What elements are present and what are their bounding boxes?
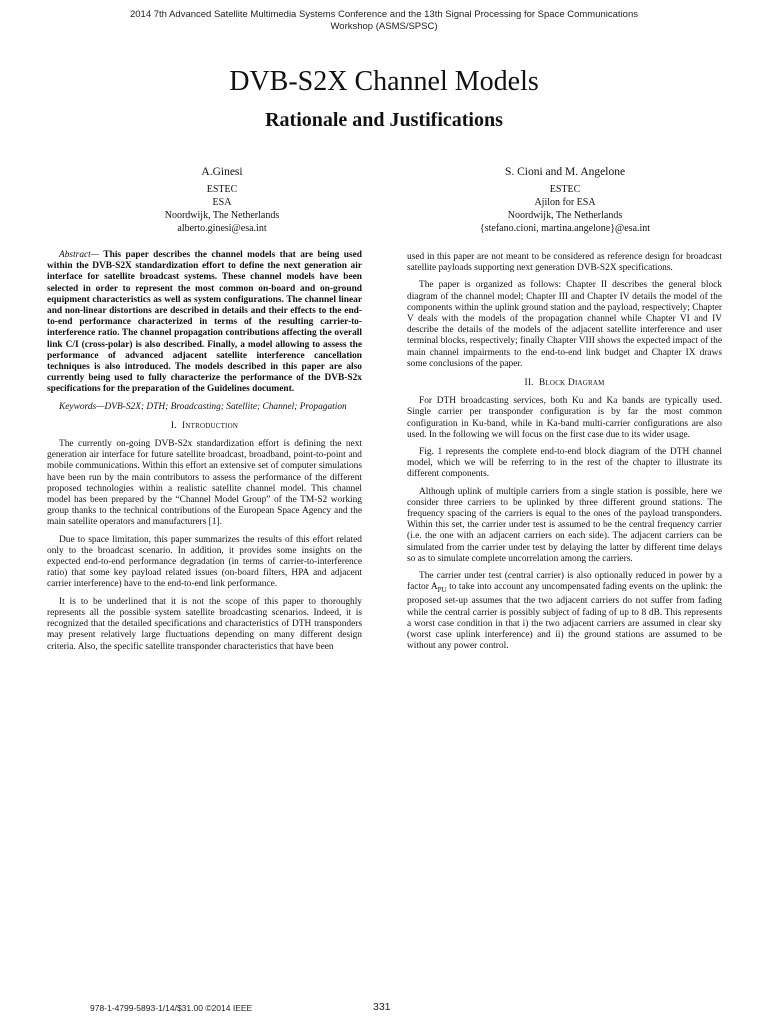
paragraph: For DTH broadcasting services, both Ku and Ka bands are typically used. Single carrier per transponder configuration is by far the most common configuration in Ku-band, while in Ka-band multi-carrier configurations are also used. In the following we will focus on the first case due to its wider usage. xyxy=(407,396,722,440)
paragraph: The carrier under test (central carrier) is also optionally reduced in power by a factor $A_{PU}$ to take into account any uncompensated fading events on the uplink: the proposed set-up assumes that the two adjacent carriers do not suffer from fading while the central carrier is possibly subject of fading of up to 8 dB. This represents a worst case condition in that i) the two adjacent carriers are assumed in clear sky (worst case uplink interference) and ii) the ground stations are assumed to be without any power control. xyxy=(407,571,722,652)
conference-line-2: Workshop (ASMS/SPSC) xyxy=(330,21,438,32)
author-name: A.Ginesi xyxy=(201,166,243,178)
copyright-footer: 978-1-4799-5893-1/14/$31.00 ©2014 IEEE xyxy=(90,1003,253,1013)
abstract xyxy=(47,250,362,396)
conference-header xyxy=(60,9,708,33)
keywords xyxy=(47,402,362,413)
paragraph: Although uplink of multiple carriers from a single station is possible, here we consider three carriers to be uplinked by three different ground stations. The frequency spacing of the carriers is equal to the ones of the payload transponders. Within this set, the carrier under test is assumed to be the central frequency carrier (i.e. the one with an adjacent carriers on each side). The adjacent carriers can be simulated from the carrier under test by delaying the latter by different time delays so as to simulate complete uncorrelation among the carriers. xyxy=(407,486,722,564)
paragraph: Due to space limitation, this paper summarizes the results of this effort related only to the broadcast scenario. In addition, it provides some insights on the expected end-to-end performance degradation (in terms of carrier-to-interference ratio) that some key payload related issues (on-board filters, HPA and adjacent carrier interference) have to the end-to-end link performance. xyxy=(47,534,362,590)
section-title: Block Diagram xyxy=(538,378,605,389)
author-email: {stefano.cioni, martina.angelone}@esa.int xyxy=(479,223,651,234)
author-block-1 xyxy=(102,165,342,235)
abstract-lead: Abstract— xyxy=(59,250,100,260)
right-column xyxy=(407,252,722,658)
paper-title: DVB-S2X Channel Models xyxy=(229,66,539,97)
paragraph: Fig. 1 represents the complete end-to-end block diagram of the DTH channel model, which we will be referring to in the rest of the chapter to illustrate its different components. xyxy=(407,447,722,480)
left-column xyxy=(47,250,362,659)
author-email: alberto.ginesi@esa.int xyxy=(177,223,267,234)
paragraph: used in this paper are not meant to be considered as reference design for broadcast satellite payloads supporting next generation DVB-S2X specifications. xyxy=(407,252,722,274)
paragraph: It is to be underlined that it is not the scope of this paper to thoroughly represents all the possible system satellite broadcasting scenarios. Indeed, it is recognized that the detailed specifications and characteristics of DTH transponders may present relatively large fluctuations depending on many different design criteria. Also, the specific satellite transponder characteristics that have been xyxy=(47,596,362,652)
author-location: Noordwijk, The Netherlands xyxy=(164,210,280,221)
section-heading-introduction xyxy=(47,421,362,432)
paper-subtitle: Rationale and Justifications xyxy=(265,109,503,131)
author-org: Ajilon for ESA xyxy=(534,197,596,208)
paragraph: The currently on-going DVB-S2x standardization effort is defining the next generation air interface for future satellite broadcast, broadband, point-to-point and mobile communications. Within this effort an extensive set of computer simulations have been run by the main contributors to assess the performance of the different proposed technologies within a realistic satellite channel model. This channel model has been prepared by the “Channel Model Group” of the TM-S2 working group thanks to the technical contributions of the European Space Agency and the main satellite operators and manufacturers [1]. xyxy=(47,439,362,528)
subscript: PU xyxy=(437,586,447,595)
author-block-2 xyxy=(445,165,685,235)
paragraph: The paper is organized as follows: Chapter II describes the general block diagram of the channel model; Chapter III and Chapter IV details the model of the components within the uplink ground station and the payload, respectively; Chapter V deals with the models of the propagation channel while Chapter VI and IV describe the details of the models of the adjacent satellite interference and user terminal blocks, respectively; finally Chapter VIII shows the expected impact of the main channel impairments to the end-to-end link budget and Chapter IX draws some conclusions of the paper. xyxy=(407,280,722,369)
keywords-lead: Keywords— xyxy=(59,401,105,412)
page-number: 331 xyxy=(373,1001,391,1013)
author-location: Noordwijk, The Netherlands xyxy=(507,210,623,221)
author-org: ESTEC xyxy=(549,184,581,195)
author-name: S. Cioni and M. Angelone xyxy=(504,166,626,178)
section-number: II. xyxy=(524,378,534,389)
abstract-text: This paper describes the channel models that are being used within the DVB-S2X standardization effort to define the next generation air interface for satellite broadcast systems. These channel models have been selected in order to represent the most common on-board and on-ground equipment characteristics as well as system configurations. The channel linear and non-linear distortions are described in details and their effects to the end-to-end performance characterized in terms of the resulting carrier-to-interference ratio. The channel propagation contributions affecting the overall link C/I (cross-polar) is also described. Finally, a model allowing to assess the performance of advanced adjacent satellite interference cancellation techniques is also introduced. The models described in this paper are also currently being used to fully characterize the performance of the DVB-S2x specifications for the preparation of the Guidelines document. xyxy=(47,250,362,395)
section-number: I. xyxy=(170,420,177,431)
conference-line-1: 2014 7th Advanced Satellite Multimedia Systems Conference and the 13th Signal Processing for Space Communications xyxy=(129,9,638,20)
section-heading-block-diagram xyxy=(407,378,722,389)
author-org: ESTEC xyxy=(206,184,238,195)
author-org: ESA xyxy=(212,197,232,208)
section-title: Introduction xyxy=(181,420,239,431)
keywords-text: DVB-S2X; DTH; Broadcasting; Satellite; Channel; Propagation xyxy=(104,401,347,412)
